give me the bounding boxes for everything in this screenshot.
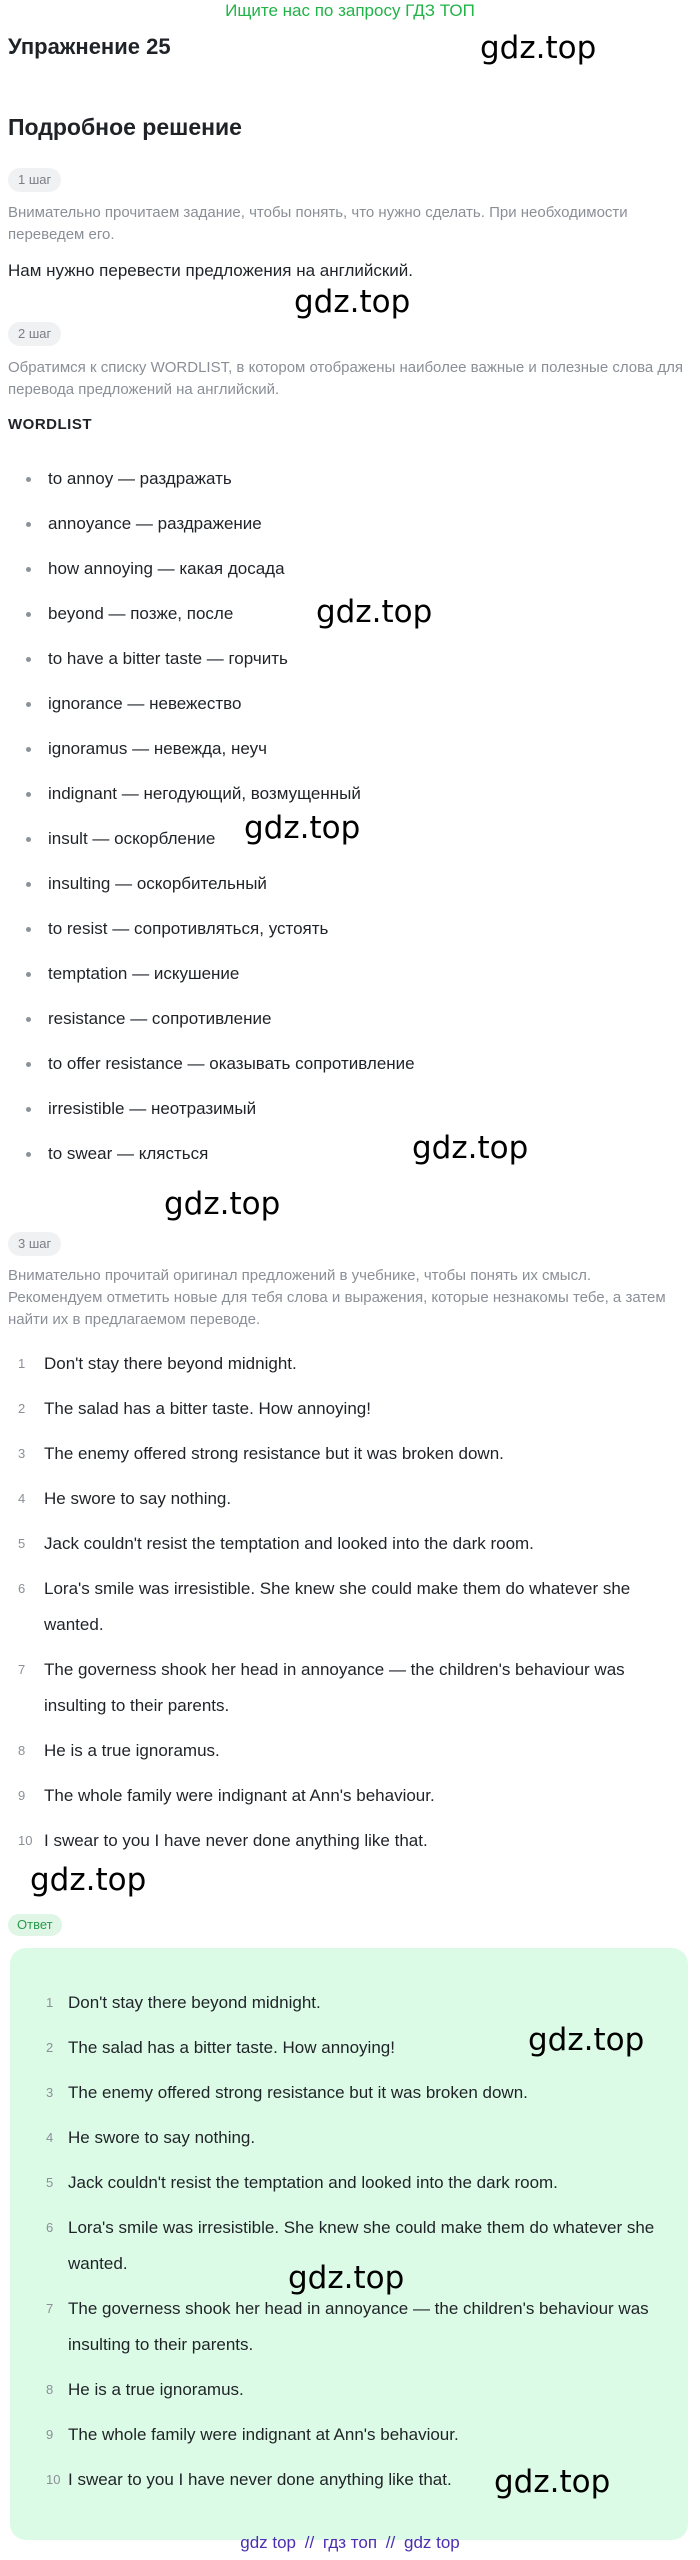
- item-number: 9: [18, 1788, 26, 1803]
- item-text: The whole family were indignant at Ann's behaviour.: [68, 2425, 459, 2444]
- sentence-list: [0, 1346, 690, 1868]
- item-text: He swore to say nothing.: [44, 1489, 232, 1508]
- answer-list: [22, 1985, 662, 2507]
- item-text: He is a true ignoramus.: [44, 1741, 220, 1760]
- item-number: 2: [18, 1401, 26, 1416]
- footer-separator: //: [304, 2533, 315, 2552]
- item-text: He swore to say nothing.: [68, 2128, 256, 2147]
- list-item: [0, 1733, 690, 1769]
- wordlist-item: indignant — негодующий, возмущенный: [0, 771, 415, 816]
- list-item: [0, 1778, 690, 1814]
- footer-link[interactable]: gdz top: [403, 2533, 460, 2552]
- item-text: Jack couldn't resist the temptation and looked into the dark room.: [68, 2173, 558, 2192]
- wordlist-item: how annoying — какая досада: [0, 546, 415, 591]
- watermark: gdz.top: [288, 2260, 405, 2296]
- wordlist-item: ignorance — невежество: [0, 681, 415, 726]
- item-text: Don't stay there beyond midnight.: [68, 1993, 321, 2012]
- search-banner[interactable]: Ищите нас по запросу ГДЗ ТОП: [225, 1, 475, 20]
- wordlist-item: irresistible — неотразимый: [0, 1086, 415, 1131]
- footer-links: [0, 2533, 700, 2553]
- list-item: [22, 1985, 662, 2021]
- watermark: gdz.top: [164, 1186, 281, 1222]
- item-number: 5: [46, 2175, 54, 2190]
- list-item: [0, 1823, 690, 1859]
- wordlist-item: to annoy — раздражать: [0, 456, 415, 501]
- wordlist-item: to offer resistance — оказывать сопротивление: [0, 1041, 415, 1086]
- item-number: 10: [18, 1833, 33, 1848]
- step-badge-3: 3 шаг: [8, 1232, 61, 1256]
- footer-link[interactable]: gdz top: [240, 2533, 296, 2552]
- item-text: The governess shook her head in annoyance — the children's behaviour was insulting to their parents.: [68, 2299, 649, 2354]
- item-number: 7: [46, 2301, 54, 2316]
- item-number: 1: [18, 1356, 26, 1371]
- wordlist-item: annoyance — раздражение: [0, 501, 415, 546]
- list-item: [0, 1652, 690, 1724]
- wordlist-item: beyond — позже, после: [0, 591, 415, 636]
- watermark: gdz.top: [316, 594, 433, 630]
- item-text: Lora's smile was irresistible. She knew she could make them do whatever she wanted.: [44, 1579, 631, 1634]
- item-text: Jack couldn't resist the temptation and looked into the dark room.: [44, 1534, 534, 1553]
- list-item: [22, 2120, 662, 2156]
- list-item: [22, 2372, 662, 2408]
- item-number: 4: [18, 1491, 26, 1506]
- watermark: gdz.top: [412, 1130, 529, 1166]
- item-number: 3: [46, 2085, 54, 2100]
- watermark: gdz.top: [494, 2464, 611, 2500]
- list-item: [22, 2165, 662, 2201]
- wordlist-title: WORDLIST: [8, 416, 92, 433]
- item-number: 2: [46, 2040, 54, 2055]
- list-item: [0, 1346, 690, 1382]
- wordlist-item: ignoramus — невежда, неуч: [0, 726, 415, 771]
- item-text: The salad has a bitter taste. How annoying!: [68, 2038, 395, 2057]
- wordlist-item: to have a bitter taste — горчить: [0, 636, 415, 681]
- item-text: The enemy offered strong resistance but it was broken down.: [44, 1444, 504, 1463]
- step-3-description: Внимательно прочитай оригинал предложений в учебнике, чтобы понять их смысл. Рекомендуем отметить новые для тебя слова и выражения, которые незнакомы тебе, а затем найти их в предлагаемом переводе.: [8, 1267, 666, 1328]
- item-number: 6: [18, 1581, 26, 1596]
- step-2-description: Обратимся к списку WORDLIST, в котором отображены наиболее важные и полезные слова для перевода предложений на английский.: [8, 359, 684, 398]
- item-number: 6: [46, 2220, 54, 2235]
- step-badge-2: 2 шаг: [8, 322, 61, 346]
- answer-badge: Ответ: [8, 1914, 62, 1936]
- wordlist-item: to swear — клясться: [0, 1131, 415, 1176]
- item-number: 3: [18, 1446, 26, 1461]
- list-item: [22, 2291, 662, 2363]
- wordlist-item: temptation — искушение: [0, 951, 415, 996]
- wordlist-item: insult — оскорбление: [0, 816, 415, 861]
- item-number: 4: [46, 2130, 54, 2145]
- item-number: 10: [46, 2472, 61, 2487]
- step-1-description: Внимательно прочитаем задание, чтобы понять, что нужно сделать. При необходимости переведем его.: [8, 204, 628, 243]
- step-badge-1: 1 шаг: [8, 168, 61, 192]
- list-item: [0, 1571, 690, 1643]
- step-1-main-text: Нам нужно перевести предложения на английский.: [8, 261, 414, 280]
- item-text: Don't stay there beyond midnight.: [44, 1354, 297, 1373]
- watermark: gdz.top: [30, 1862, 147, 1898]
- section-title: Подробное решение: [8, 114, 242, 140]
- item-text: The salad has a bitter taste. How annoying!: [44, 1399, 371, 1418]
- footer-separator: //: [385, 2533, 396, 2552]
- footer-link[interactable]: гдз топ: [322, 2533, 378, 2552]
- item-number: 8: [18, 1743, 26, 1758]
- wordlist-item: to resist — сопротивляться, устоять: [0, 906, 415, 951]
- list-item: [0, 1391, 690, 1427]
- item-number: 5: [18, 1536, 26, 1551]
- list-item: [0, 1481, 690, 1517]
- list-item: [22, 2075, 662, 2111]
- item-number: 9: [46, 2427, 54, 2442]
- item-text: The whole family were indignant at Ann's behaviour.: [44, 1786, 435, 1805]
- watermark: gdz.top: [528, 2022, 645, 2058]
- list-item: [0, 1436, 690, 1472]
- wordlist-item: resistance — сопротивление: [0, 996, 415, 1041]
- watermark: gdz.top: [480, 30, 597, 66]
- item-text: He is a true ignoramus.: [68, 2380, 244, 2399]
- item-text: I swear to you I have never done anything like that.: [68, 2470, 452, 2489]
- item-number: 8: [46, 2382, 54, 2397]
- item-number: 1: [46, 1995, 54, 2010]
- item-text: I swear to you I have never done anything like that.: [44, 1831, 428, 1850]
- item-number: 7: [18, 1662, 26, 1677]
- list-item: [0, 1526, 690, 1562]
- item-text: The enemy offered strong resistance but it was broken down.: [68, 2083, 528, 2102]
- item-text: Lora's smile was irresistible. She knew she could make them do whatever she wanted.: [68, 2218, 655, 2273]
- watermark: gdz.top: [294, 284, 411, 320]
- exercise-title: Упражнение 25: [8, 34, 171, 59]
- wordlist-item: insulting — оскорбительный: [0, 861, 415, 906]
- watermark: gdz.top: [244, 810, 361, 846]
- list-item: [22, 2417, 662, 2453]
- item-text: The governess shook her head in annoyance — the children's behaviour was insulting to their parents.: [44, 1660, 625, 1715]
